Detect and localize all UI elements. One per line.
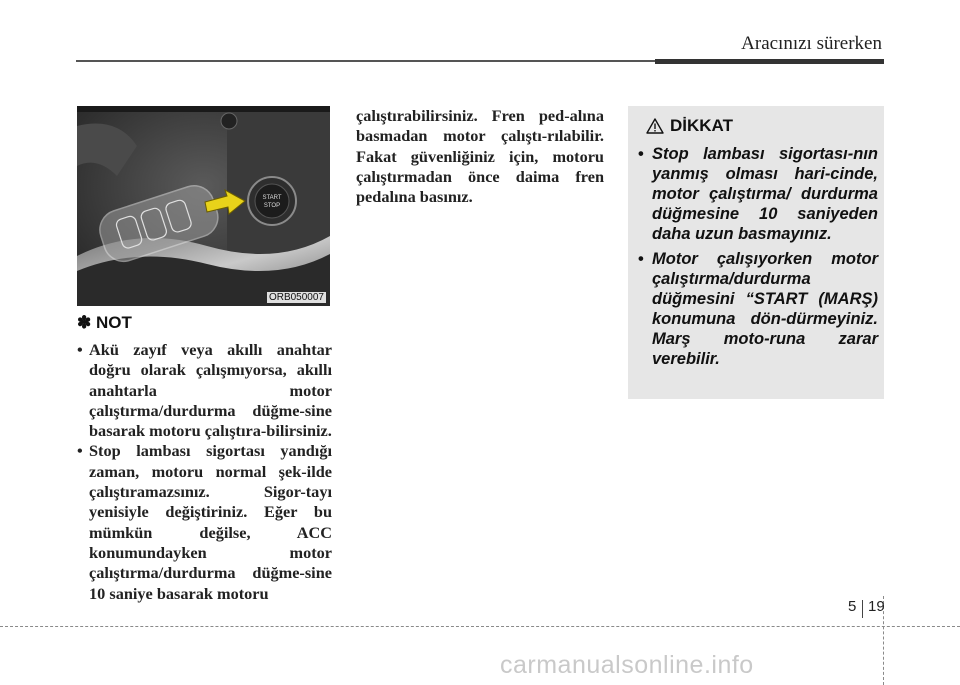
button-label-start: START: [262, 195, 282, 201]
footer-rule: [0, 626, 960, 627]
page-number: 19: [868, 598, 885, 615]
note-item: • Akü zayıf veya akıllı anahtar doğru olarak çalışmıyorsa, akıllı anahtarla motor çalıştırma/durdurma düğme-sine basarak motoru çalıştıra-bilirsiniz.: [77, 340, 332, 441]
note-heading: ✽ NOT: [77, 313, 132, 332]
page-header-title: Aracınızı sürerken: [741, 33, 882, 54]
watermark: carmanualsonline.info: [500, 651, 754, 679]
note-list: [77, 340, 332, 604]
chapter-number: 5: [848, 598, 857, 615]
smart-key-photo: [77, 106, 330, 306]
caution-item: • Motor çalışıyorken motor çalıştırma/durdurma düğmesini “START (MARŞ) konumuna dön-dürmeyiniz. Marş moto-runa zarar verebilir.: [636, 249, 878, 369]
note-item: • Stop lambası sigortası yandığı zaman, motoru normal şek-ilde çalıştıramazsınız. Sigor-tayı yenisiyle değiştiriniz. Eğer bu mümkün değilse, ACC konumundayken motor çalıştırma/durdurma düğme-sine 10 saniye basarak motoru: [77, 441, 332, 603]
figure-code-label: ORB050007: [268, 292, 324, 303]
body-text-continued: çalıştırabilirsiniz. Fren ped-alına basmadan motor çalıştı-rılabilir. Fakat güvenliğiniz için, motoru çalıştırmadan önce daima fren pedalına basınız.: [356, 106, 604, 207]
caution-heading-label: DİKKAT: [670, 116, 733, 135]
caution-list: [636, 144, 878, 374]
button-label-stop: STOP: [263, 203, 281, 209]
caution-heading: [646, 116, 733, 136]
caution-item: • Stop lambası sigortası-nın yanmış olması hari-cinde, motor çalıştırma/ durdurma düğmesine 10 saniyeden daha uzun basmayınız.: [636, 144, 878, 244]
page-number-separator: [862, 600, 863, 618]
header-rule-accent: [655, 59, 884, 64]
warning-triangle-icon: [646, 118, 664, 134]
caution-box: [628, 106, 884, 399]
